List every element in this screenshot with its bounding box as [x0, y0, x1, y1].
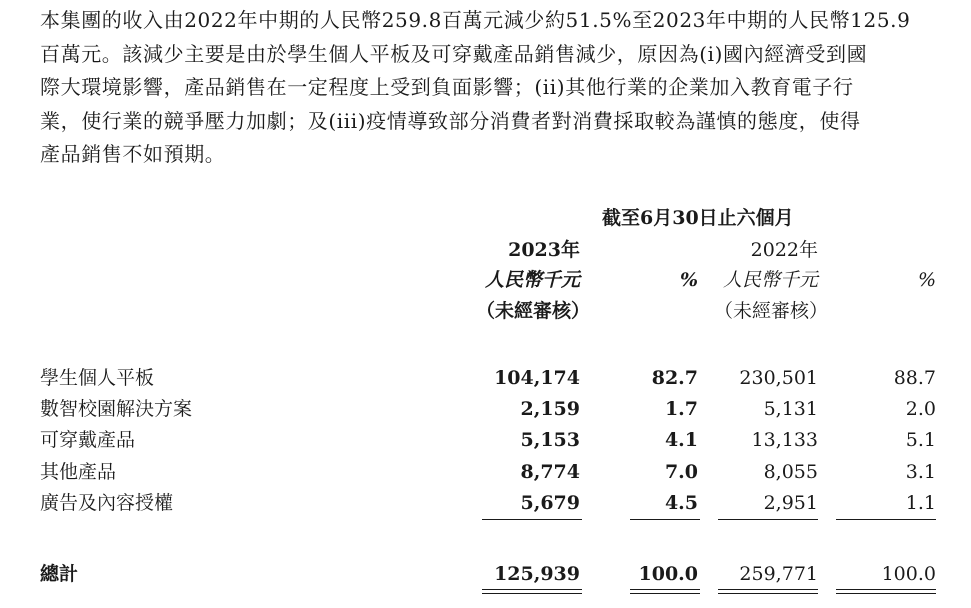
row-label: 可穿戴產品: [40, 429, 136, 451]
period-header: 截至6月30日止六個月: [602, 207, 794, 229]
unaudited-2022-header: （未經審核）: [713, 300, 828, 322]
pct-2022: 2.0: [905, 398, 936, 420]
total-double-rule: [836, 589, 936, 594]
value-2022: 13,133: [751, 429, 818, 451]
value-2022: 5,131: [763, 398, 818, 420]
pct-2023: 7.0: [664, 461, 698, 483]
value-2023: 104,174: [494, 367, 580, 389]
paragraph-line: 產品銷售不如預期。: [40, 142, 226, 166]
total-label: 總計: [40, 563, 79, 585]
subtotal-rule: [836, 519, 936, 520]
row-label: 其他產品: [40, 461, 117, 483]
currency-2022-header: 人民幣千元: [722, 269, 818, 291]
total-pct-2022: 100.0: [881, 563, 936, 585]
revenue-paragraph: [40, 4, 940, 172]
paragraph-line: 百萬元。該減少主要是由於學生個人平板及可穿戴產品銷售減少，原因為(i)國內經濟受到國: [40, 41, 868, 66]
pct-2023-header: %: [679, 269, 698, 291]
pct-2022: 1.1: [905, 492, 936, 514]
value-2022: 2,951: [763, 492, 818, 514]
total-pct-2023: 100.0: [638, 563, 698, 585]
subtotal-rule: [482, 519, 582, 520]
pct-2023: 82.7: [651, 367, 698, 389]
subtotal-rule: [718, 519, 818, 520]
row-label: 數智校園解決方案: [40, 398, 193, 420]
value-2023: 2,159: [520, 398, 580, 420]
row-label: 學生個人平板: [40, 367, 155, 389]
paragraph-line: 業，使行業的競爭壓力加劇；及(iii)疫情導致部分消費者對消費採取較為謹慎的態度，使得: [40, 108, 861, 133]
pct-2023: 4.5: [664, 492, 698, 514]
value-2022: 8,055: [763, 461, 818, 483]
pct-2022: 88.7: [893, 367, 936, 389]
total-double-rule: [718, 589, 818, 594]
subtotal-rule: [630, 519, 700, 520]
total-double-rule: [482, 589, 582, 594]
unaudited-2023-header: （未經審核）: [475, 300, 590, 322]
year-2022-header: 2022年: [750, 239, 818, 261]
paragraph-line: 際大環境影響，產品銷售在一定程度上受到負面影響；(ii)其他行業的企業加入教育電子行: [40, 75, 854, 99]
year-2023-header: 2023年: [508, 239, 580, 261]
pct-2022: 5.1: [905, 429, 936, 451]
currency-2023-header: 人民幣千元: [484, 269, 580, 291]
paragraph-line: 本集團的收入由2022年中期的人民幣259.8百萬元減少約51.5%至2023年中期的人民幣125.9: [40, 8, 911, 32]
value-2022: 230,501: [739, 367, 818, 389]
pct-2023: 4.1: [664, 429, 698, 451]
total-double-rule: [630, 589, 700, 594]
pct-2022-header: %: [917, 269, 936, 291]
row-label: 廣告及內容授權: [40, 492, 174, 514]
value-2023: 5,153: [520, 429, 580, 451]
value-2023: 8,774: [520, 461, 580, 483]
total-value-2022: 259,771: [739, 563, 818, 585]
pct-2022: 3.1: [905, 461, 936, 483]
total-value-2023: 125,939: [494, 563, 580, 585]
pct-2023: 1.7: [664, 398, 698, 420]
value-2023: 5,679: [520, 492, 580, 514]
